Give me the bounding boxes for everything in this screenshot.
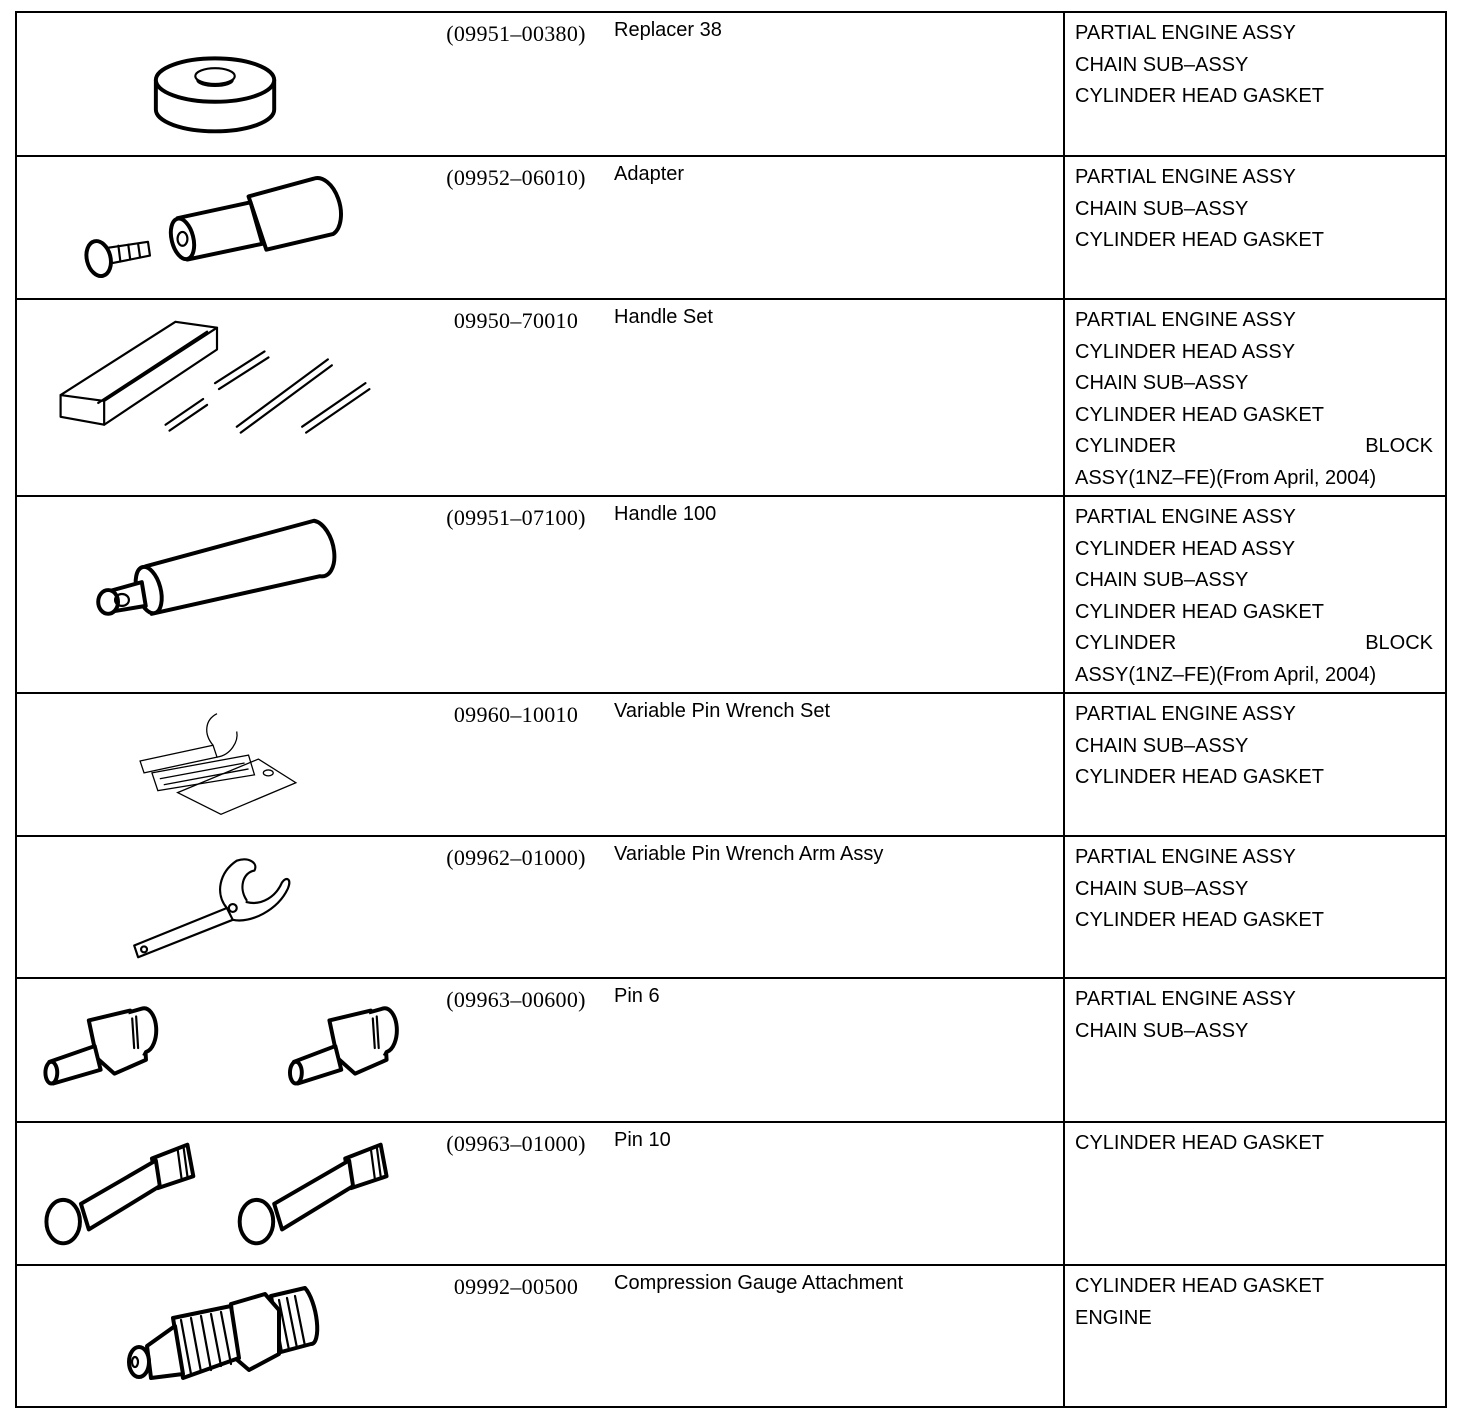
illustration-cell (17, 300, 417, 495)
part-number: 09950–70010 (453, 308, 579, 333)
pin-6-icon (17, 979, 417, 1121)
illustration-cell (17, 157, 417, 298)
usage-item: CYLINDER HEAD GASKET (1075, 229, 1324, 251)
compression-gauge-attachment-icon (17, 1266, 417, 1406)
part-number: (09951–00380) (446, 21, 586, 46)
illustration-cell (17, 837, 417, 977)
table-row (17, 497, 1445, 694)
illustration-cell (17, 1266, 417, 1406)
usage-item: PARTIAL ENGINE ASSY (1075, 309, 1296, 331)
pin-10-icon (17, 1123, 417, 1264)
usage-item: PARTIAL ENGINE ASSY (1075, 988, 1296, 1010)
part-number: (09952–06010) (446, 165, 586, 190)
illustration-cell (17, 694, 417, 835)
usage-item: PARTIAL ENGINE ASSY (1075, 22, 1296, 44)
usage-cell (1063, 1123, 1445, 1264)
usage-item: CHAIN SUB–ASSY (1075, 877, 1249, 900)
usage-item: PARTIAL ENGINE ASSY (1075, 166, 1296, 188)
tool-name: Pin 10 (614, 1129, 671, 1151)
usage-item: CYLINDER HEAD ASSY (1075, 340, 1296, 363)
tool-name: Variable Pin Wrench Arm Assy (614, 843, 884, 865)
usage-item: ASSY(1NZ–FE)(From April, 2004) (1075, 466, 1377, 489)
illustration-cell (17, 979, 417, 1121)
usage-item: PARTIAL ENGINE ASSY (1075, 703, 1296, 725)
part-number: (09963–01000) (446, 1131, 586, 1156)
usage-cell (1063, 497, 1445, 692)
usage-item: PARTIAL ENGINE ASSY (1075, 846, 1296, 868)
usage-item: ASSY(1NZ–FE)(From April, 2004) (1075, 663, 1377, 686)
replacer-38-icon (17, 13, 417, 155)
usage-cell (1063, 157, 1445, 298)
illustration-cell (17, 1123, 417, 1264)
table-row (17, 979, 1445, 1123)
usage-item: CHAIN SUB–ASSY (1075, 53, 1249, 76)
handle-set-icon (17, 300, 417, 495)
usage-cell (1063, 694, 1445, 835)
tool-name: Variable Pin Wrench Set (614, 700, 831, 722)
usage-item: CYLINDER HEAD GASKET (1075, 766, 1324, 788)
tool-name: Compression Gauge Attachment (614, 1272, 904, 1294)
usage-item: CHAIN SUB–ASSY (1075, 569, 1249, 591)
usage-item: CHAIN SUB–ASSY (1075, 1019, 1249, 1042)
usage-item: CHAIN SUB–ASSY (1075, 734, 1249, 757)
usage-item: CYLINDER HEAD GASKET (1075, 403, 1324, 426)
part-number: 09992–00500 (453, 1274, 579, 1299)
handle-100-icon (17, 497, 417, 692)
usage-cell (1063, 13, 1445, 155)
usage-item: CYLINDER HEAD GASKET (1075, 85, 1324, 107)
usage-item: PARTIAL ENGINE ASSY (1075, 506, 1296, 528)
tool-name: Replacer 38 (614, 19, 722, 41)
usage-item: CHAIN SUB–ASSY (1075, 197, 1249, 220)
table-row (17, 157, 1445, 300)
usage-item: CYLINDER HEAD GASKET (1075, 600, 1324, 623)
usage-item: CYLINDER HEAD ASSY (1075, 537, 1296, 560)
usage-item: CYLINDER HEAD GASKET (1075, 1132, 1324, 1154)
part-number: (09962–01000) (446, 845, 586, 870)
usage-item: CYLINDER BLOCK (1075, 435, 1433, 457)
table-row (17, 837, 1445, 979)
table-row (17, 1266, 1445, 1406)
variable-pin-wrench-arm-icon (17, 837, 417, 977)
usage-cell (1063, 1266, 1445, 1406)
usage-item: ENGINE (1075, 1306, 1152, 1329)
table-row (17, 1123, 1445, 1266)
table-row (17, 300, 1445, 497)
variable-pin-wrench-set-icon (17, 694, 417, 835)
tool-name: Pin 6 (614, 985, 660, 1007)
usage-item: CYLINDER HEAD GASKET (1075, 1275, 1324, 1297)
illustration-cell (17, 13, 417, 155)
special-service-tools-table (15, 11, 1447, 1408)
table-row (17, 13, 1445, 157)
table-row (17, 694, 1445, 837)
tool-name: Handle 100 (614, 503, 717, 525)
adapter-icon (17, 157, 417, 298)
usage-item: CYLINDER BLOCK (1075, 632, 1433, 654)
tool-name: Handle Set (614, 306, 713, 328)
usage-cell (1063, 837, 1445, 977)
usage-cell (1063, 979, 1445, 1121)
usage-item: CYLINDER HEAD GASKET (1075, 909, 1324, 931)
part-number: (09963–00600) (446, 987, 586, 1012)
part-number: 09960–10010 (453, 702, 579, 727)
usage-item: CHAIN SUB–ASSY (1075, 372, 1249, 394)
part-number: (09951–07100) (446, 505, 586, 530)
tool-name: Adapter (614, 163, 685, 185)
illustration-cell (17, 497, 417, 692)
usage-cell (1063, 300, 1445, 495)
